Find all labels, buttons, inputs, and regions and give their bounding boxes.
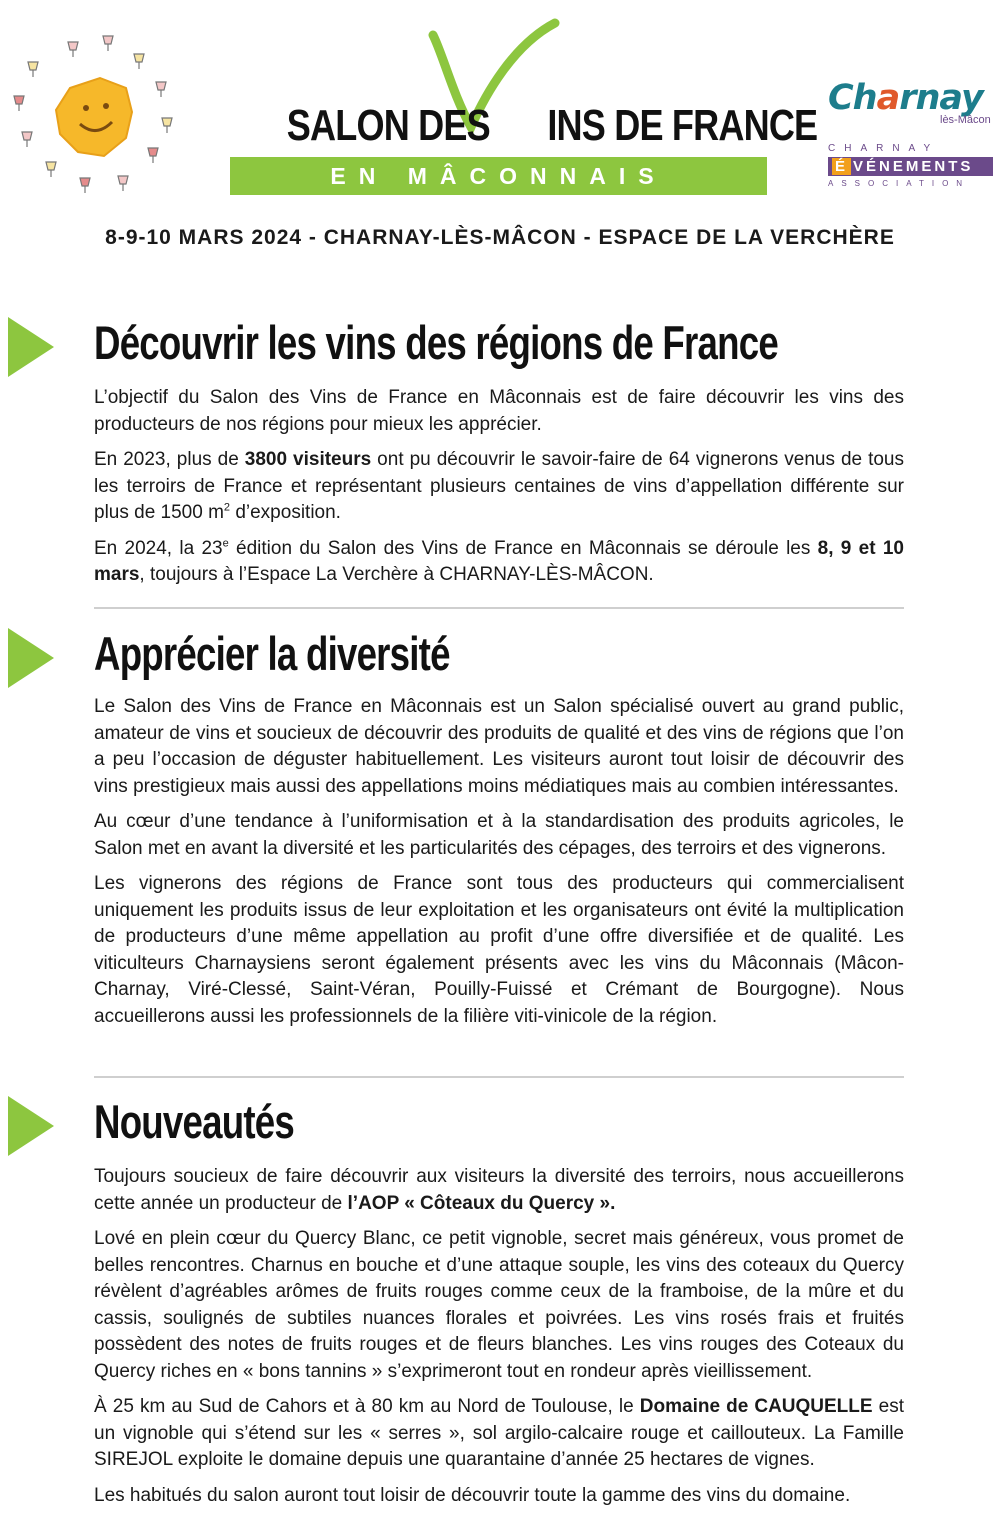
section-title: Découvrir les vins des régions de France [94, 316, 778, 369]
events-band [828, 157, 993, 176]
charnay-logo [828, 78, 993, 128]
section-title: Apprécier la diversité [94, 627, 450, 680]
divider [94, 607, 904, 609]
title-right: INS DE FRANCE [547, 101, 818, 150]
charnay-word-start: Ch [828, 78, 877, 118]
event-title [228, 25, 818, 195]
charnay-word-end: rnay [899, 78, 983, 118]
divider [94, 1076, 904, 1078]
paragraph: Lové en plein cœur du Quercy Blanc, ce petit vignoble, secret mais généreux, vous promet de belles rencontres. Charnus en bouche et d’une attaque souple, les vins des coteaux du Quercy révèlent d’agréables arômes de fruits rouges comme ceux de la framboise, de la mûre et du cassis, soulignés de subtiles nuances florales et poivrées. Les vins rosés frais et fruités possèdent des notes de fruits rouges et de fleurs blanches. Les vins rouges des Coteaux du Quercy riches en « bons tannins » s’exprimeront tout en rondeur après vieillissement. [94, 1228, 904, 1382]
events-e: É [832, 158, 851, 175]
paragraph: L’objectif du Salon des Vins de France en Mâconnais est de faire découvrir les vins des producteurs de nos régions pour mieux les apprécier. [94, 387, 904, 435]
section-title: Nouveautés [94, 1095, 295, 1148]
arrow-icon [8, 1096, 54, 1156]
paragraph: Les habitués du salon auront tout loisir de découvrir toute la gamme des vins du domaine. [94, 1484, 851, 1506]
paragraph: Les vignerons des régions de France sont tous des producteurs qui commercialisent uniquement les produits issus de leur exploitation et les organisateurs ont évité la multiplication de producteurs d’une même appellation au profit d’une offre diversifiée et de qualité. Les viticulteurs Charnaysiens seront également présents avec les vins du Mâconnais (Mâcon-Charnay, Viré-Clessé, Saint-Véran, Pouilly-Fuissé et Crémant de Bourgogne). Nous accueillerons aussi les professionnels de la filière viti-vinicole de la région. [94, 873, 904, 1027]
event-dateline: 8-9-10 MARS 2024 - CHARNAY-LÈS-MÂCON - ESPACE DE LA VERCHÈRE [105, 226, 895, 249]
events-top: CHARNAY [828, 143, 940, 154]
paragraph: En 2024, la 23e édition du Salon des Vins de France en Mâconnais se déroule les 8, 9 et 10 mars, toujours à l’Espace La Verchère à CHARNAY-LÈS-MÂCON. [94, 537, 904, 585]
events-main: VÉNEMENTS [853, 158, 974, 175]
events-bottom: ASSOCIATION [828, 179, 971, 188]
arrow-icon [8, 317, 54, 377]
paragraph: En 2023, plus de 3800 visiteurs ont pu découvrir le savoir-faire de 64 vignerons venus de tous les terroirs de France et représentant plusieurs centaines de vins d’appellation différente sur plus de 1500 $m^2$ d’exposition. [94, 449, 904, 523]
paragraph: Le Salon des Vins de France en Mâconnais est un Salon spécialisé ouvert au grand public, amateur de vins et soucieux de découvrir des produits de qualité et des vins de régions que l’on a peu l’occasion de déguster habituellement. Les visiteurs auront tout loisir de découvrir des vins prestigieux mais aussi des appellations moins médiatiques mais au combien intéressantes. [94, 696, 904, 797]
paragraph: À 25 km au Sud de Cahors et à 80 km au Nord de Toulouse, le Domaine de CAUQUELLE est un vignoble qui s’étend sur les « serres », sol argilo-calcaire rouge et caillouteux. La Famille SIREJOL exploite le domaine depuis une quarantaine d’année 25 hectares de vignes. [94, 1396, 904, 1470]
paragraph: Toujours soucieux de faire découvrir aux visiteurs la diversité des terroirs, nous accueillerons cette année un producteur de l’AOP « Côteaux du Quercy ». [94, 1166, 904, 1214]
charnay-evenements-logo [828, 143, 993, 198]
charnay-sub: lès-Mâcon [940, 114, 991, 126]
subtitle-band: EN MÂCONNAIS [230, 157, 767, 195]
sun-wine-glasses-logo [8, 30, 188, 200]
charnay-word-accent: a [876, 78, 900, 118]
paragraph: Au cœur d’une tendance à l’uniformisation et à la standardisation des produits agricoles, le Salon met en avant la diversité et les particularités des cépages, des terroirs et des vignerons. [94, 811, 904, 859]
title-left: SALON DES [286, 101, 490, 150]
arrow-icon [8, 628, 54, 688]
